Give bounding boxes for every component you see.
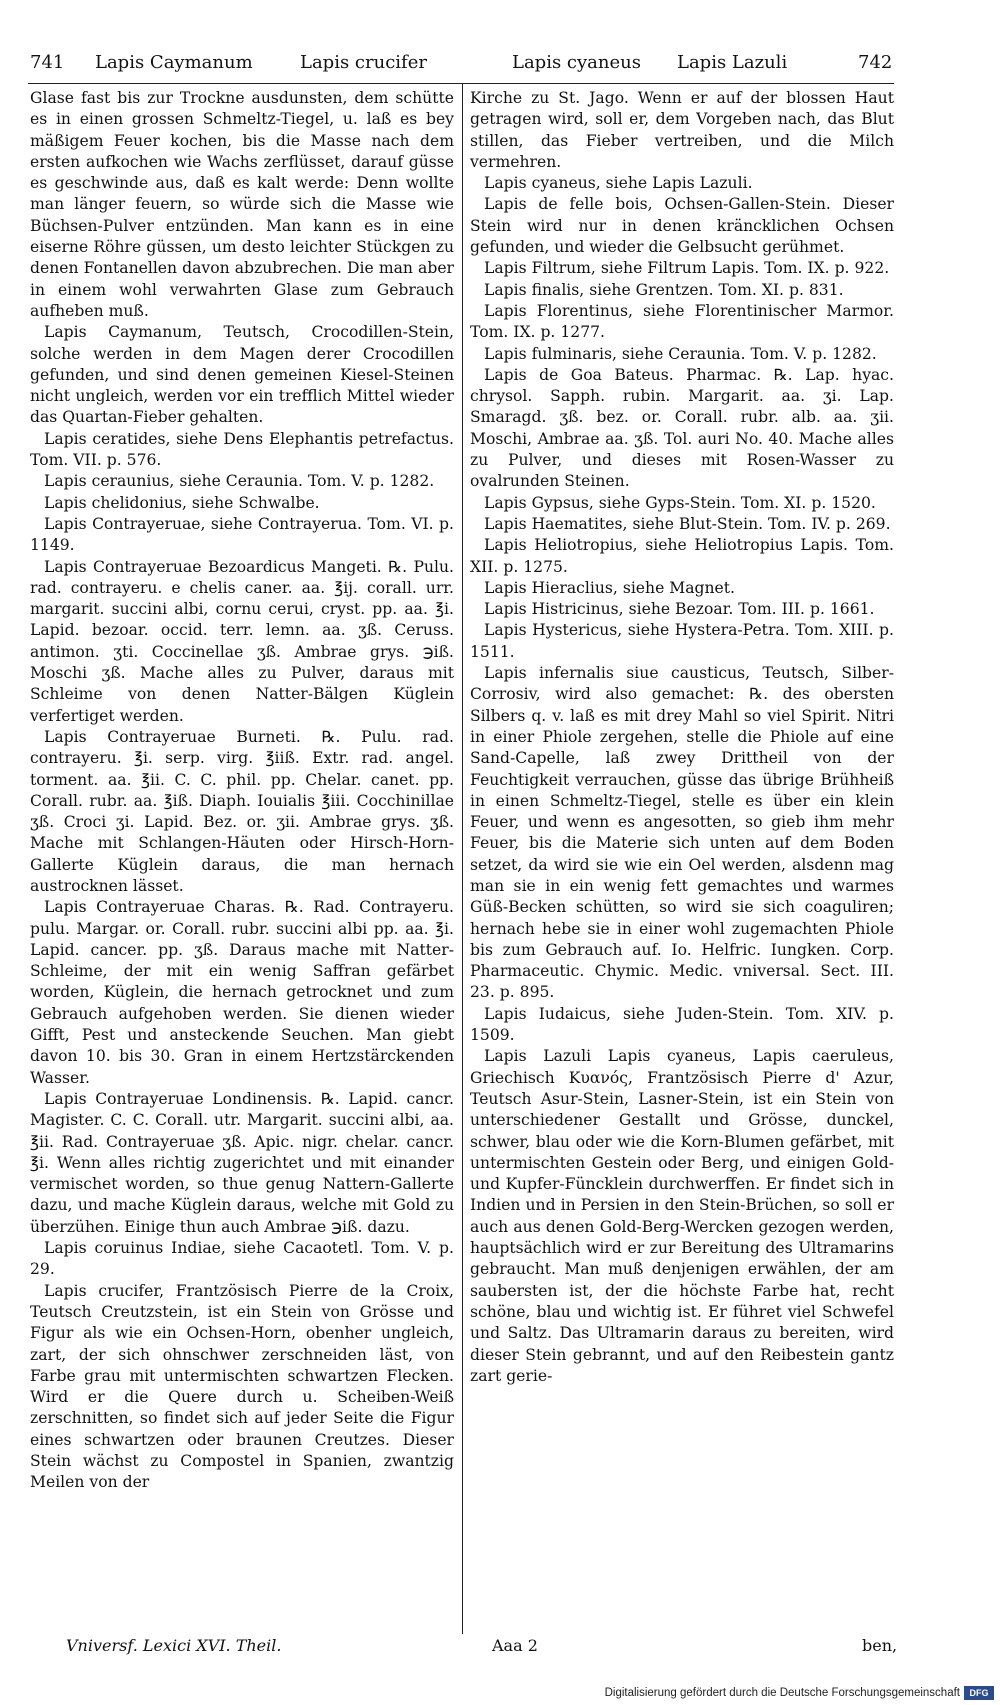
entry: Lapis Florentinus, siehe Florentinischer Marmor. Tom. IX. p. 1277. <box>470 301 894 342</box>
entry: Lapis de felle bois, Ochsen-Gallen-Stein. Dieser Stein wird nur in denen kräncklichen Ochsen gefunden, und wieder die Gelbsucht gerühmet. <box>470 195 894 257</box>
entry: Lapis crucifer, Frantzösisch Pierre de la Croix, Teutsch Creutzstein, ist ein Stein von Grösse und Figur als wie ein Ochsen-Horn, obenher ungleich, zart, der sich ohnschwer zerschneiden läst, von Farbe grau mit untermischten schwartzen Flecken. Wird er die Quere durch u. Scheiben-Weiß zerschnitten, so findet sich auf jeder Seite die Figur eines schwartzen oder braunen Creutzes. Dieser Stein wächst zu Compostel in Spanien, zwantzig Meilen von der <box>30 1281 454 1492</box>
entry: Lapis chelidonius, siehe Schwalbe. <box>44 493 320 512</box>
entry: Lapis Lazuli Lapis cyaneus, Lapis caeruleus, Griechisch Κυανός, Frantzösisch Pierre d' Azur, Teutsch Asur-Stein, Lasner-Stein, ist ein Stein von unterschiedener Gestallt und Grösse, dunckel, schwer, blau oder wie die Korn-Blumen gefärbet, mit untermischten Gestein oder Berg, und einigen Gold- und Kupfer-Füncklein durchwerffen. Er findet sich in Indien und in Persien in den Stein-Brüchen, so soll er auch aus denen Gold-Berg-Wercken gezogen werden, hauptsächlich wird er zur Bereitung des Ultramarins gebraucht. Man muß denjenigen erwählen, der am saubersten ist, der die höchste Farbe hat, recht schöne, blau und wichtig ist. Er führet viel Schwefel und Saltz. Das Ultramarin daraus zu bereiten, wird dieser Stein gebrannt, und auf den Reibestein gantz zart gerie- <box>470 1047 894 1385</box>
right-column <box>470 88 894 1387</box>
entry: Lapis Hieraclius, siehe Magnet. <box>484 578 735 597</box>
entry: Lapis de Goa Bateus. Pharmac. ℞. Lap. hyac. chrysol. Sapph. rubin. Margarit. aa. ʒi. Lap. Smaragd. ʒß. bez. or. Corall. rubr. alb. aa. ʒii. Moschi, Ambrae aa. ʒß. Tol. auri No. 40. Mache alles zu Pulver, und dieses mit Rosen-Wasser zu ovalrunden Steinen. <box>470 365 894 491</box>
entry: Lapis ceratides, siehe Dens Elephantis petrefactus. Tom. VII. p. 576. <box>30 429 454 470</box>
entry: Lapis coruinus Indiae, siehe Cacaotetl. Tom. V. p. 29. <box>30 1239 454 1279</box>
entry: Lapis Gypsus, siehe Gyps-Stein. Tom. XI. p. 1520. <box>484 493 876 512</box>
entry: Lapis Haematites, siehe Blut-Stein. Tom. IV. p. 269. <box>484 514 891 533</box>
catchword: ben, <box>862 1636 898 1655</box>
entry: Lapis Heliotropius, siehe Heliotropius Lapis. Tom. XII. p. 1275. <box>470 536 894 576</box>
running-header <box>0 52 1000 82</box>
entry: Lapis Iudaicus, siehe Juden-Stein. Tom. XIV. p. 1509. <box>470 1004 894 1045</box>
entry: Lapis Filtrum, siehe Filtrum Lapis. Tom. IX. p. 922. <box>484 259 890 278</box>
entry: Kirche zu St. Jago. Wenn er auf der blossen Haut getragen wird, soll er, dem Vorgeben nach, das Blut stillen, das Fieber vertreiben, und die Milch vermehren. <box>470 89 894 171</box>
entry: Lapis infernalis siue causticus, Teutsch, Silber-Corrosiv, wird also gemachet: ℞. des obersten Silbers q. v. laß es mit drey Mahl so viel Spirit. Nitri in einer Phiole zergehen, stelle die Phiole auf eine Sand-Capelle, laß zwey Drittheil von der Feuchtigkeit verrauchen, güsse das übrige Brühheiß in einen Schmeltz-Tiegel, stelle es über ein klein Feuer, und wenn es angesotten, so gieb ihm mehr Feuer, bis die Materie sich unten auf dem Boden setzet, da wird sie wie ein Oel werden, alsdenn mag man sie in ein wenig fett gemachtes und warmes Güß-Becken schütten, so wird sie sich coaguliren; hernach hebe sie in einer wohl zugemachten Phiole bis zum Gebrauch auf. Io. Helfric. Iungken. Corp. Pharmaceutic. Chymic. Medic. vniversal. Sect. III. 23. p. 895. <box>470 664 894 1002</box>
entry: Lapis fulminaris, siehe Ceraunia. Tom. V. p. 1282. <box>484 344 877 363</box>
entry: Lapis ceraunius, siehe Ceraunia. Tom. V. p. 1282. <box>44 472 435 491</box>
dfg-logo: DFG <box>964 1686 994 1700</box>
entry: Lapis Contrayeruae Bezoardicus Mangeti. ℞. Pulu. rad. contrayeru. e chelis caner. aa. ℥ij. corall. urr. margarit. succini albi, cornu cerui, cryst. pp. aa. ℥i. Lapid. bezoar. occid. terr. lemn. aa. ʒß. Ceruss. antimon. ʒti. Coccinellae ʒß. Ambrae grys. ℈iß. Moschi ʒß. Mache alles zu Pulver, daraus mit Schleime von denen Natter-Bälgen Küglein verfertiget werden. <box>30 557 454 725</box>
entry: Lapis Contrayeruae, siehe Contrayerua. Tom. VI. p. 1149. <box>30 514 454 555</box>
entry: Lapis cyaneus, siehe Lapis Lazuli. <box>484 174 753 193</box>
header-rule <box>28 83 894 84</box>
page-number-left: 741 <box>30 52 65 73</box>
sheet-mark: Aaa 2 <box>492 1636 538 1655</box>
digitization-credit: Digitalisierung gefördert durch die Deutsche Forschungsgemeinschaft <box>604 1687 960 1699</box>
entry: Lapis Contrayeruae Londinensis. ℞. Lapid. cancr. Magister. C. C. Corall. utr. Margarit. succini albi, aa. ℥ii. Rad. Contrayeruae ʒß. Apic. nigr. chelar. cancr. ℥i. Wenn alles richtig zugerichtet und mit einander vermischet worden, so thue genug Nattern-Gallerte dazu, und mache Küglein daraus, welche mit Gold zu überzühen. Einige thun auch Ambrae ℈iß. dazu. <box>30 1089 454 1236</box>
entry: Lapis Contrayeruae Charas. ℞. Rad. Contrayeru. pulu. Margar. or. Corall. rubr. succini albi pp. aa. ℥i. Lapid. cancer. pp. ʒß. Daraus mache mit Natter-Schleime, der mit ein wenig Saffran gefärbet worden, Küglein, die hernach getrocknet und zum Gebrauch aufgehoben werden. Sie dienen wieder Gifft, Pest und ansteckende Seuchen. Man giebt davon 10. bis 30. Gran in einem Hertzstärckenden Wasser. <box>30 898 454 1087</box>
entry: Lapis Hystericus, siehe Hystera-Petra. Tom. XIII. p. 1511. <box>470 621 894 661</box>
header-term-left-1: Lapis Caymanum <box>95 52 253 73</box>
left-column <box>30 88 454 1494</box>
entry: Lapis finalis, siehe Grentzen. Tom. XI. p. 831. <box>484 280 844 299</box>
page-number-right: 742 <box>858 52 893 73</box>
header-term-left-2: Lapis crucifer <box>300 52 427 73</box>
column-divider <box>462 84 463 1634</box>
entry: Glase fast bis zur Trockne ausdunsten, dem schütte es in einen grossen Schmeltz-Tiegel, u. laß es bey mäßigem Feuer kochen, bis die Masse nach dem ersten aufkochen wie Wachs zerflüsset, darauf güsse es geschwinde aus, daß es kalt werde: Denn wollte man länger feuern, so würde sich die Masse wie Büchsen-Pulver entzünden. Man kann es in eine eiserne Röhre güssen, um desto leichter Stückgen zu denen Fontanellen davon abzubrechen. Die man aber in einem wohl verwahrten Glase zum Gebrauch aufheben muß. <box>30 89 454 320</box>
entry: Lapis Caymanum, Teutsch, Crocodillen-Stein, solche werden in dem Magen derer Crocodillen gefunden, und sind denen gemeinen Kiesel-Steinen nicht ungleich, werden vor ein trefflich Mittel wieder das Quartan-Fieber gehalten. <box>30 323 454 427</box>
header-term-right-1: Lapis cyaneus <box>512 52 641 73</box>
entry: Lapis Histricinus, siehe Bezoar. Tom. III. p. 1661. <box>484 600 875 619</box>
page-footer <box>0 1636 1000 1666</box>
header-term-right-2: Lapis Lazuli <box>677 52 788 73</box>
entry: Lapis Contrayeruae Burneti. ℞. Pulu. rad. contrayeru. ℥i. serp. virg. ℥iiß. Extr. rad. angel. torment. aa. ℥ii. C. C. phil. pp. Chelar. canet. pp. Corall. rubr. aa. ℥iß. Diaph. Iouialis ℥iii. Cocchinillae ʒß. Croci ʒi. Lapid. Bez. or. ʒii. Ambrae grys. ʒß. Mache mit Schlangen-Häuten oder Hirsch-Horn-Gallerte Küglein daraus, die man hernach austrocknen lässet. <box>30 727 454 895</box>
volume-signature: Vniversf. Lexici XVI. Theil. <box>66 1636 282 1655</box>
